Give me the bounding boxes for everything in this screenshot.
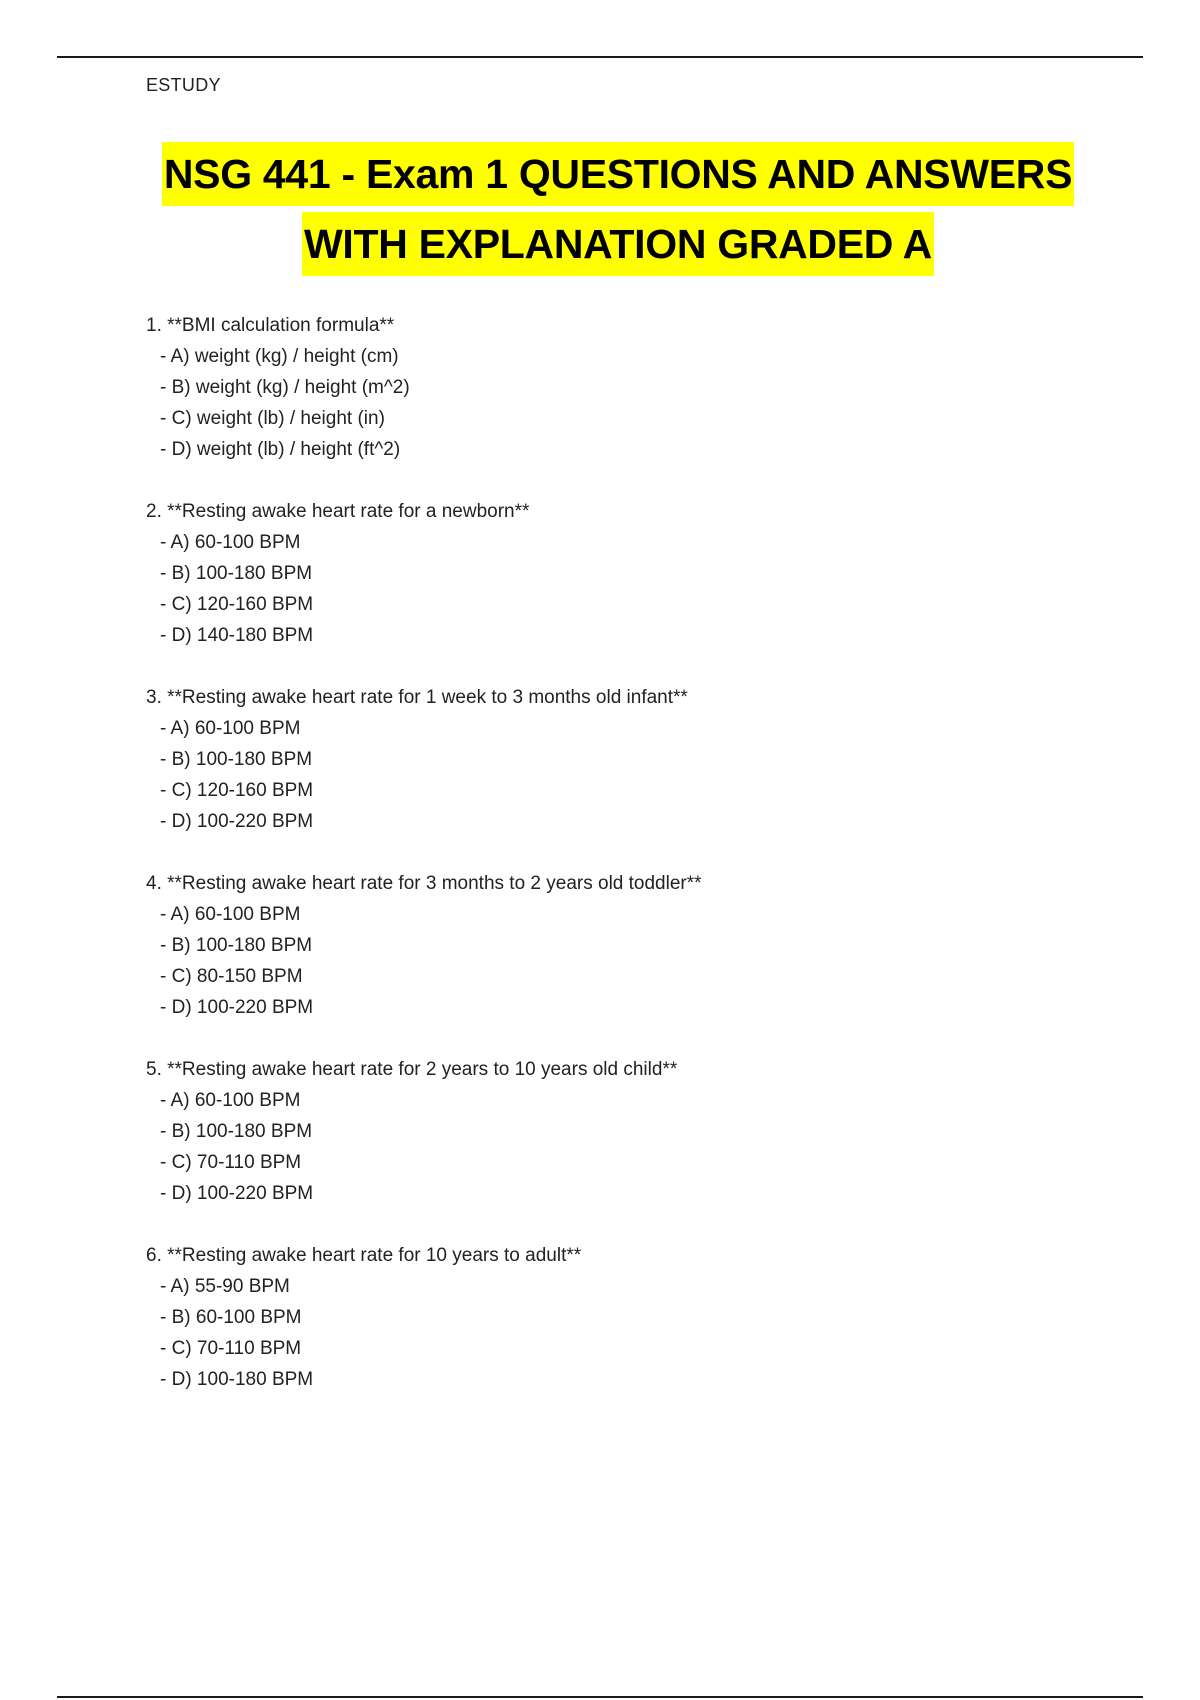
answer-option: - B) weight (kg) / height (m^2) <box>160 377 410 398</box>
question-list <box>146 310 1146 1426</box>
answer-option: - D) 100-180 BPM <box>160 1369 314 1390</box>
footer-rule <box>57 1696 1143 1698</box>
answer-option: - B) 100-180 BPM <box>160 563 313 584</box>
question-item <box>146 496 1146 651</box>
header-rule <box>57 56 1143 58</box>
answer-option: - A) 60-100 BPM <box>160 1090 301 1111</box>
answer-option: - A) 60-100 BPM <box>160 904 301 925</box>
answer-option: - C) 120-160 BPM <box>160 780 314 801</box>
question-text: 6. **Resting awake heart rate for 10 years to adult** <box>146 1245 582 1266</box>
answer-option: - A) 60-100 BPM <box>160 532 301 553</box>
answer-option: - D) 100-220 BPM <box>160 811 314 832</box>
answer-option: - B) 60-100 BPM <box>160 1307 302 1328</box>
answer-option: - B) 100-180 BPM <box>160 935 313 956</box>
question-item <box>146 682 1146 837</box>
question-text: 1. **BMI calculation formula** <box>146 315 395 336</box>
question-item <box>146 1240 1146 1395</box>
question-text: 3. **Resting awake heart rate for 1 week to 3 months old infant** <box>146 687 688 708</box>
title-line-1: NSG 441 - Exam 1 QUESTIONS AND ANSWERS <box>162 142 1074 206</box>
document-title <box>100 142 1136 282</box>
question-item <box>146 310 1146 465</box>
answer-option: - B) 100-180 BPM <box>160 1121 313 1142</box>
question-text: 4. **Resting awake heart rate for 3 months to 2 years old toddler** <box>146 873 702 894</box>
answer-option: - C) 80-150 BPM <box>160 966 303 987</box>
question-item <box>146 1054 1146 1209</box>
answer-option: - C) 70-110 BPM <box>160 1152 302 1173</box>
answer-option: - C) weight (lb) / height (in) <box>160 408 385 429</box>
answer-option: - C) 120-160 BPM <box>160 594 314 615</box>
answer-option: - A) weight (kg) / height (cm) <box>160 346 399 367</box>
title-line-2: WITH EXPLANATION GRADED A <box>302 212 934 276</box>
answer-option: - D) weight (lb) / height (ft^2) <box>160 439 401 460</box>
answer-option: - A) 55-90 BPM <box>160 1276 290 1297</box>
document-header: ESTUDY <box>146 75 221 95</box>
question-item <box>146 868 1146 1023</box>
answer-option: - D) 100-220 BPM <box>160 1183 314 1204</box>
answer-option: - A) 60-100 BPM <box>160 718 301 739</box>
question-text: 2. **Resting awake heart rate for a newborn** <box>146 501 530 522</box>
answer-option: - D) 140-180 BPM <box>160 625 314 646</box>
answer-option: - D) 100-220 BPM <box>160 997 314 1018</box>
answer-option: - C) 70-110 BPM <box>160 1338 302 1359</box>
answer-option: - B) 100-180 BPM <box>160 749 313 770</box>
question-text: 5. **Resting awake heart rate for 2 years to 10 years old child** <box>146 1059 678 1080</box>
